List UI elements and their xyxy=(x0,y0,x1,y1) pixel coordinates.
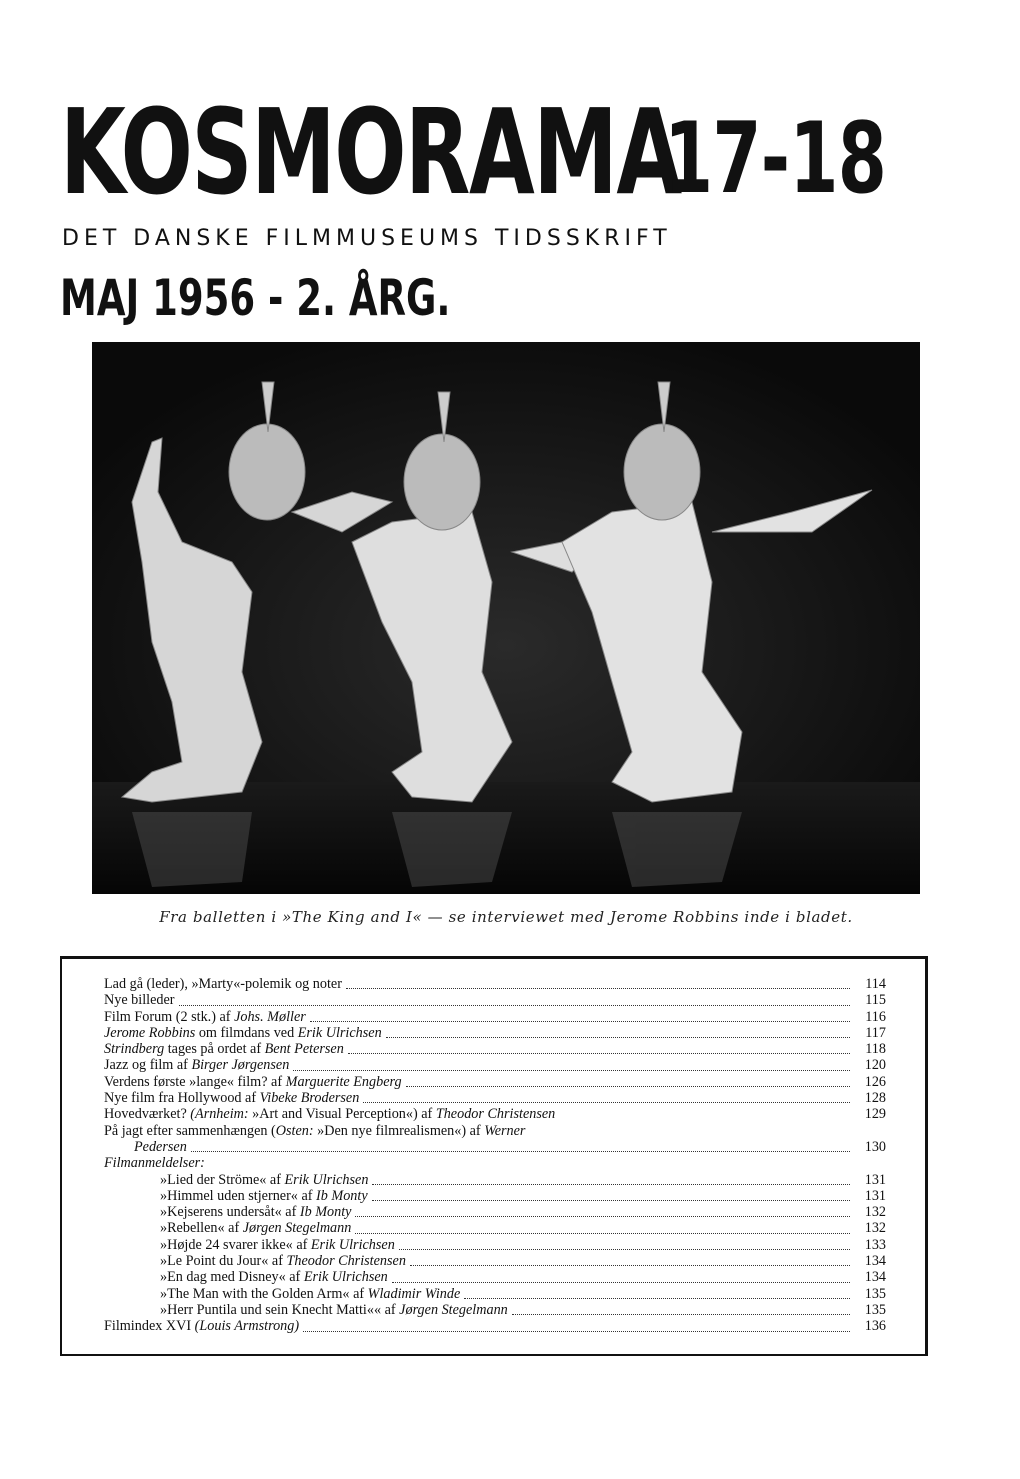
toc-author: Ib Monty xyxy=(299,1204,352,1221)
toc-author: Erik Ulrichsen xyxy=(303,1269,388,1286)
toc-text: Film Forum (2 stk.) af xyxy=(104,1008,235,1025)
toc-row xyxy=(104,1253,886,1269)
toc-entry xyxy=(104,1318,299,1334)
toc-page: 133 xyxy=(864,1236,886,1253)
toc-page: 126 xyxy=(864,1073,886,1090)
toc-entry xyxy=(104,1237,395,1253)
toc-entry xyxy=(104,1090,359,1106)
cover-photo xyxy=(92,342,920,894)
toc-entry xyxy=(104,1220,351,1236)
toc-subject: (Arnheim: xyxy=(190,1106,249,1123)
toc-author: Theodor Christensen xyxy=(286,1253,406,1270)
toc-row xyxy=(104,1286,886,1302)
toc-page: 134 xyxy=(864,1253,886,1270)
toc-author: Vibeke Brodersen xyxy=(259,1090,360,1107)
toc-page: 115 xyxy=(865,992,886,1009)
toc-text: På jagt efter sammenhængen ( xyxy=(104,1122,276,1139)
toc-page: 132 xyxy=(864,1220,886,1237)
toc-subject: Strindberg xyxy=(104,1041,165,1058)
toc-heading: Filmanmeldelser: xyxy=(104,1155,205,1172)
toc-text: »Rebellen« af xyxy=(160,1220,243,1237)
toc-entry xyxy=(104,1057,289,1073)
toc-page: 132 xyxy=(864,1204,886,1221)
toc-author: Erik Ulrichsen xyxy=(284,1171,369,1188)
toc-entry xyxy=(104,1041,344,1057)
toc-author: Ib Monty xyxy=(316,1187,368,1204)
issue-number: 17-18 xyxy=(664,102,887,216)
toc-entry xyxy=(104,1074,402,1090)
toc-row xyxy=(104,1090,886,1106)
toc-list xyxy=(104,976,886,1335)
toc-page: 129 xyxy=(864,1106,886,1123)
toc-page: 130 xyxy=(864,1138,886,1155)
toc-row xyxy=(104,992,886,1008)
toc-page: 131 xyxy=(864,1187,886,1204)
toc-entry xyxy=(104,1025,382,1041)
dot-leader xyxy=(464,1297,850,1299)
toc-entry: Lad gå (leder), »Marty«-polemik og noter xyxy=(104,976,342,992)
dot-leader xyxy=(512,1313,850,1315)
dot-leader xyxy=(303,1330,850,1332)
toc-page: 134 xyxy=(864,1269,886,1286)
toc-row xyxy=(104,1220,886,1236)
toc-text: Nye film fra Hollywood af xyxy=(104,1090,260,1107)
toc-entry xyxy=(104,1204,351,1220)
toc-row xyxy=(104,1106,886,1122)
photo-caption: Fra balletten i »The King and I« — se interviewet med Jerome Robbins inde i bladet. xyxy=(159,908,853,926)
toc-text: Hovedværket? xyxy=(104,1106,191,1123)
toc-text: om filmdans ved xyxy=(195,1024,298,1041)
toc-page: 117 xyxy=(865,1024,886,1041)
toc-page: 135 xyxy=(864,1301,886,1318)
toc-section-heading xyxy=(104,1155,886,1171)
toc-entry xyxy=(104,1286,460,1302)
toc-entry xyxy=(104,1302,508,1318)
toc-text: »Højde 24 svarer ikke« af xyxy=(160,1236,311,1253)
toc-page: 116 xyxy=(865,1008,886,1025)
issue-dateline: MAJ 1956 - 2. ÅRG. xyxy=(60,269,451,327)
toc-page: 128 xyxy=(864,1090,886,1107)
dot-leader xyxy=(406,1085,850,1087)
dot-leader xyxy=(372,1199,850,1201)
toc-row xyxy=(104,1009,886,1025)
toc-text: »Lied der Ströme« af xyxy=(160,1171,285,1188)
toc-author: Birger Jørgensen xyxy=(191,1057,290,1074)
toc-author: Jørgen Stegelmann xyxy=(399,1301,508,1318)
magazine-title: KOSMORAMA xyxy=(60,83,681,221)
dot-leader xyxy=(363,1101,850,1103)
dot-leader xyxy=(179,1004,850,1006)
dot-leader xyxy=(355,1232,850,1234)
toc-row xyxy=(104,1302,886,1318)
toc-text: Jazz og film af xyxy=(104,1057,192,1074)
toc-author: Bent Petersen xyxy=(264,1041,344,1058)
dot-leader xyxy=(348,1052,850,1054)
toc-entry xyxy=(104,1172,368,1188)
toc-entry xyxy=(104,1253,406,1269)
toc-author: Marguerite Engberg xyxy=(285,1073,402,1090)
toc-text: »Le Point du Jour« af xyxy=(160,1253,287,1270)
toc-author: Theodor Christensen xyxy=(435,1106,556,1123)
ballet-dancers-illustration xyxy=(92,342,920,894)
toc-page: 131 xyxy=(864,1171,886,1188)
toc-entry xyxy=(104,1123,525,1139)
toc-author: Erik Ulrichsen xyxy=(297,1024,382,1041)
dot-leader xyxy=(293,1069,850,1071)
dot-leader xyxy=(355,1215,850,1217)
toc-text: »Herr Puntila und sein Knecht Matti«« af xyxy=(160,1301,400,1318)
toc-entry: Nye billeder xyxy=(104,992,175,1009)
toc-row xyxy=(104,1188,886,1204)
dot-leader xyxy=(346,987,850,989)
toc-page: 118 xyxy=(865,1041,886,1058)
toc-row xyxy=(104,1057,886,1073)
toc-row xyxy=(104,1041,886,1057)
dot-leader xyxy=(410,1264,850,1266)
toc-entry xyxy=(104,1139,187,1155)
dot-leader xyxy=(386,1036,850,1038)
toc-row xyxy=(104,1025,886,1041)
toc-text: tages på ordet af xyxy=(164,1041,265,1058)
toc-entry xyxy=(104,1106,555,1122)
toc-text: »The Man with the Golden Arm« af xyxy=(160,1285,368,1302)
toc-author: Johs. Møller xyxy=(234,1008,306,1025)
toc-author: Pedersen xyxy=(134,1138,187,1155)
toc-subject: Jerome Robbins xyxy=(104,1024,196,1041)
toc-text: Verdens første »lange« film? af xyxy=(104,1073,286,1090)
toc-row xyxy=(104,1172,886,1188)
toc-text: »Art and Visual Perception«) af xyxy=(248,1106,436,1123)
dot-leader xyxy=(399,1248,850,1250)
toc-text: »Kejserens undersåt« af xyxy=(160,1204,300,1221)
toc-text: »En dag med Disney« af xyxy=(160,1269,304,1286)
toc-row xyxy=(104,1318,886,1334)
toc-author: Wladimir Winde xyxy=(367,1285,461,1302)
table-of-contents xyxy=(60,956,928,1356)
toc-author: Werner xyxy=(484,1122,526,1139)
dot-leader xyxy=(310,1020,850,1022)
toc-page: 135 xyxy=(864,1285,886,1302)
toc-text: »Himmel uden stjerner« af xyxy=(160,1187,317,1204)
dot-leader xyxy=(191,1150,850,1152)
dot-leader xyxy=(372,1183,850,1185)
toc-author: Jørgen Stegelmann xyxy=(242,1220,352,1237)
toc-row xyxy=(104,1204,886,1220)
toc-subject: (Louis Armstrong) xyxy=(194,1318,300,1335)
toc-row xyxy=(104,1074,886,1090)
toc-row xyxy=(104,1123,886,1139)
toc-row xyxy=(104,1237,886,1253)
magazine-subtitle: DET DANSKE FILMMUSEUMS TIDSSKRIFT xyxy=(62,226,672,251)
toc-row xyxy=(104,976,886,992)
toc-text: Filmindex XVI xyxy=(104,1318,195,1335)
toc-subject: Osten: xyxy=(275,1122,314,1139)
toc-entry xyxy=(104,1188,368,1204)
toc-entry xyxy=(104,1269,388,1285)
toc-row xyxy=(104,1269,886,1285)
masthead xyxy=(60,83,922,221)
toc-entry xyxy=(104,1009,306,1025)
toc-author: Erik Ulrichsen xyxy=(310,1236,395,1253)
toc-text: »Den nye filmrealismen«) af xyxy=(313,1122,485,1139)
toc-page: 136 xyxy=(864,1318,886,1335)
toc-page: 120 xyxy=(864,1057,886,1074)
toc-page: 114 xyxy=(865,976,886,992)
dot-leader xyxy=(392,1281,850,1283)
toc-row xyxy=(104,1139,886,1155)
